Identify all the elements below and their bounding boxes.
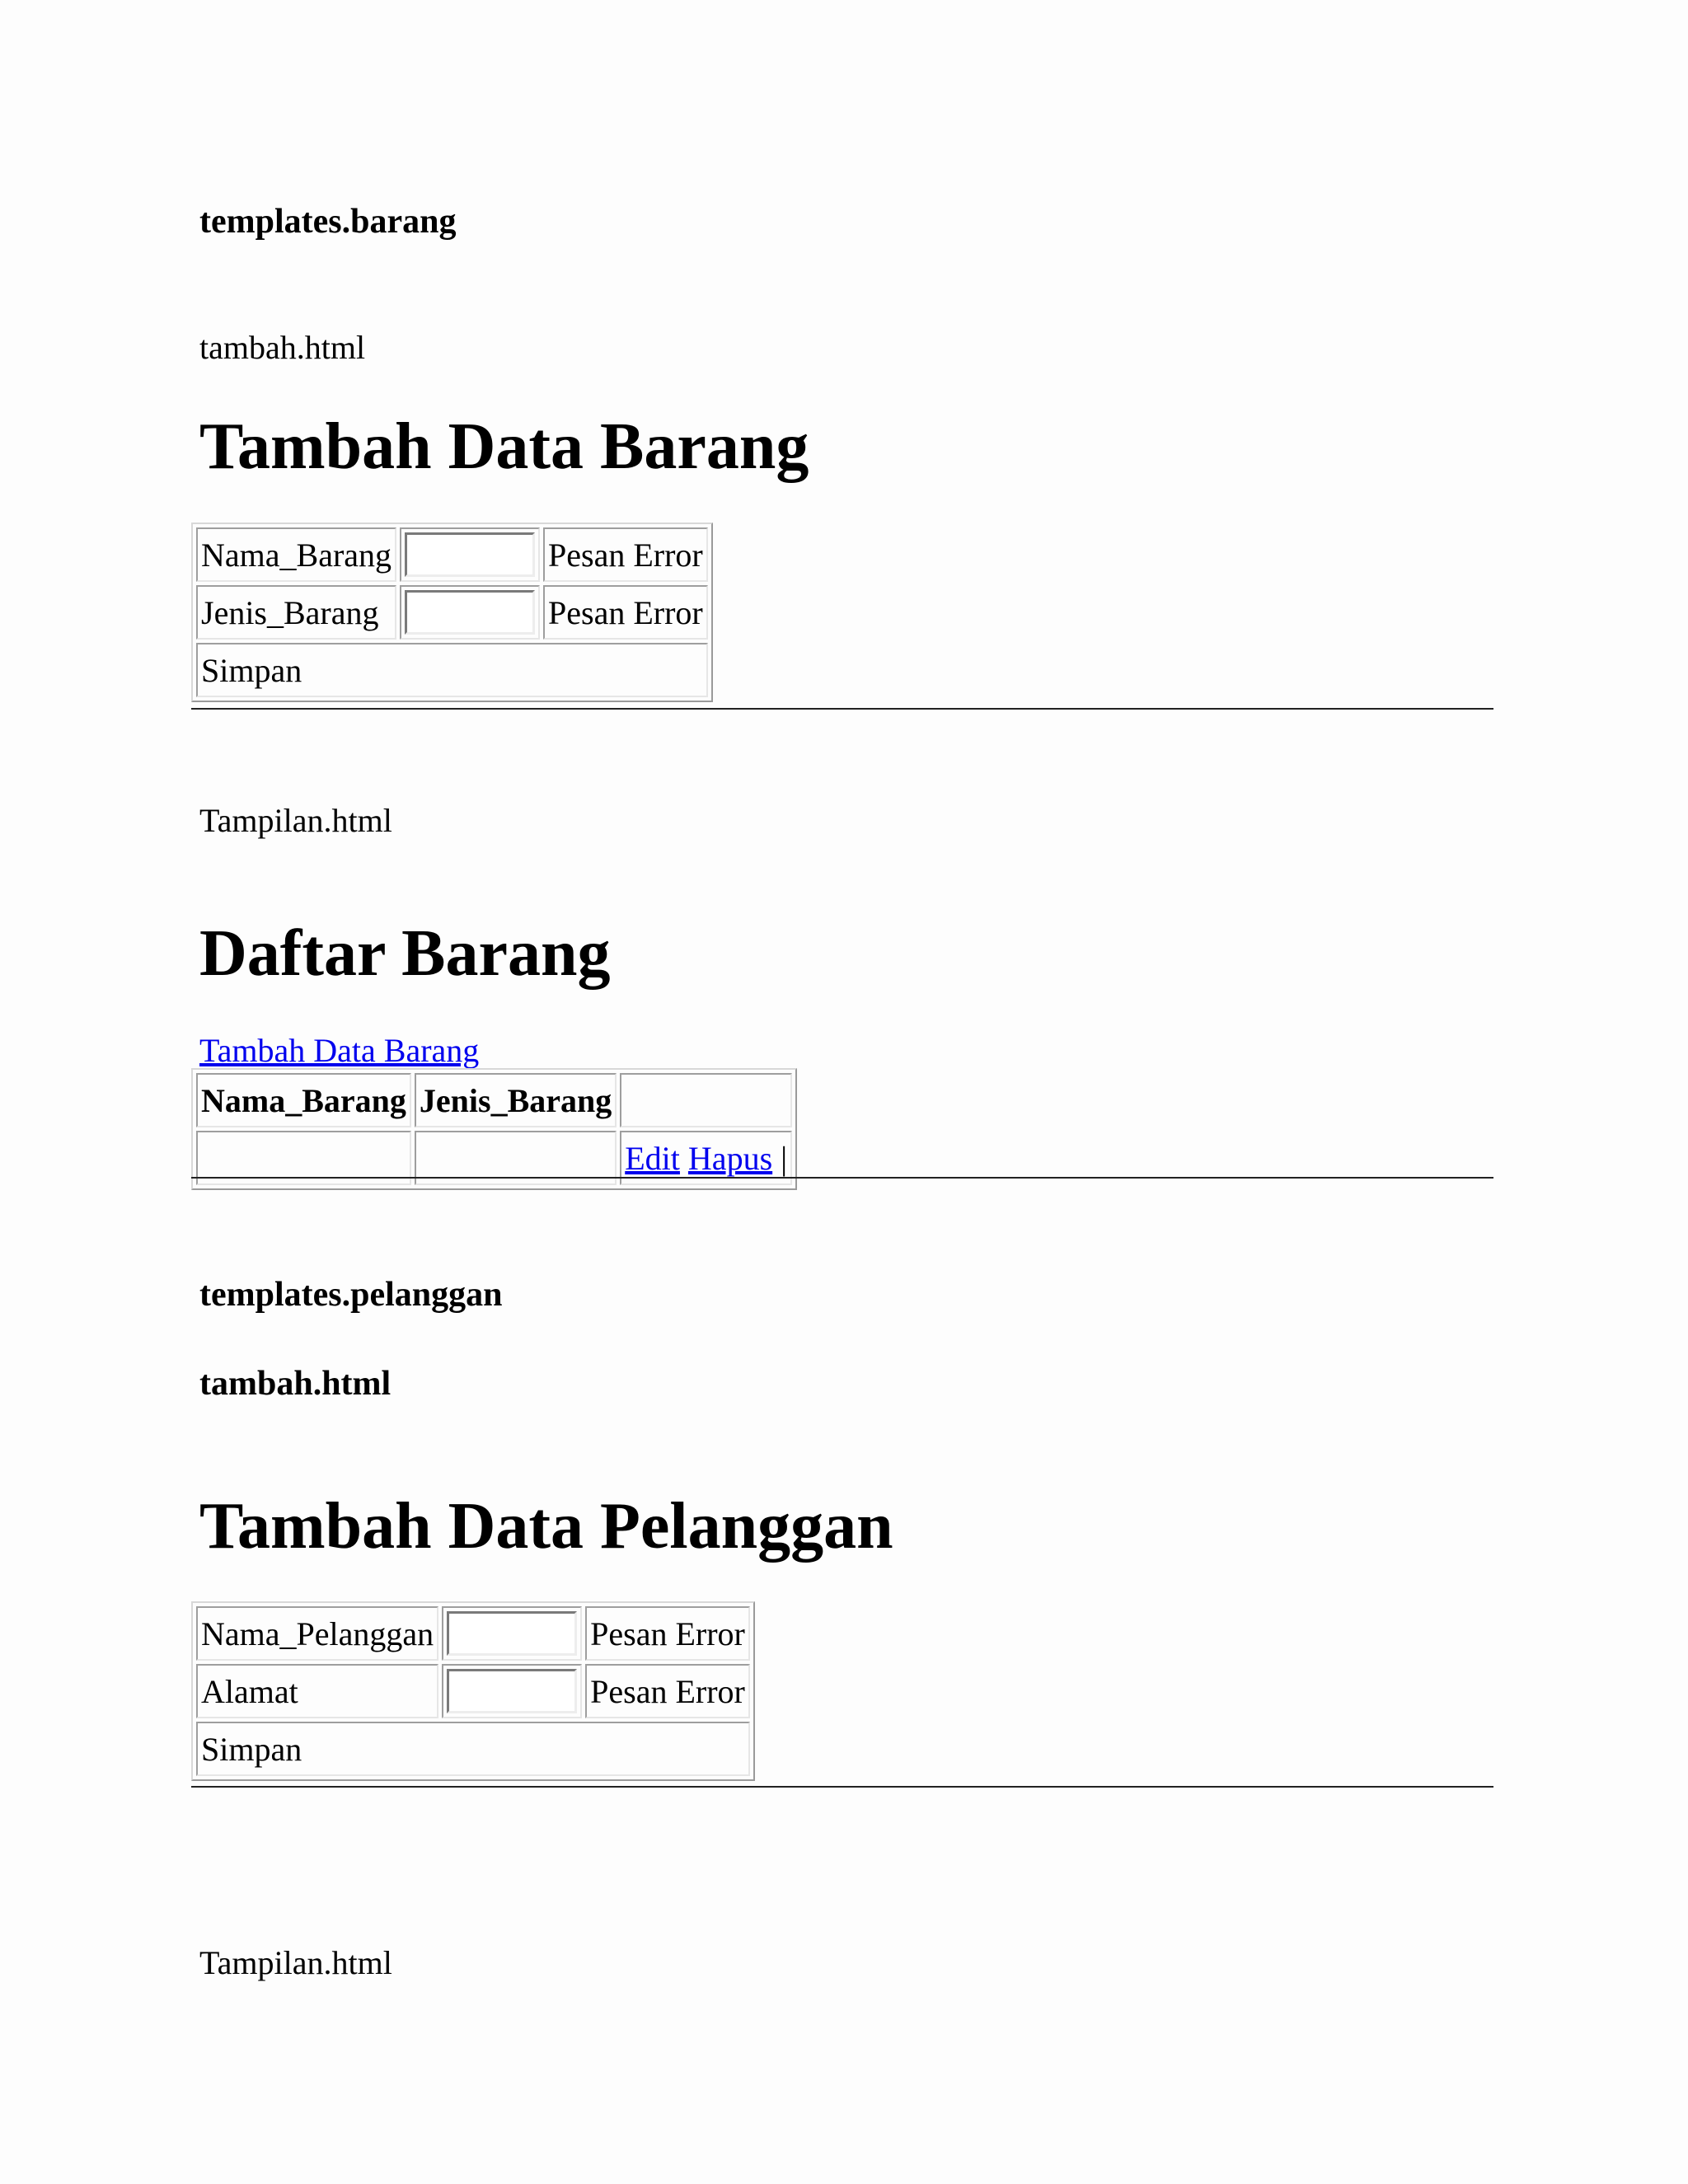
error-message: Pesan Error	[585, 1664, 750, 1718]
error-message: Pesan Error	[543, 585, 708, 640]
filename-barang-tambah: tambah.html	[199, 329, 366, 366]
filename-pelanggan-tampilan: Tampilan.html	[199, 1944, 392, 1981]
page-title-tambah-barang: Tambah Data Barang	[199, 410, 809, 483]
form-row	[196, 1722, 750, 1776]
error-message: Pesan Error	[585, 1606, 750, 1661]
page-title-daftar-barang: Daftar Barang	[199, 917, 611, 990]
jenis-barang-input[interactable]	[405, 590, 535, 635]
field-label: Nama_Barang	[196, 527, 396, 582]
table-daftar-barang	[191, 1068, 797, 1190]
page-title-tambah-pelanggan: Tambah Data Pelanggan	[199, 1490, 893, 1563]
divider	[191, 1786, 1493, 1788]
table-header-row	[196, 1073, 792, 1127]
form-row	[196, 1606, 750, 1661]
input-cell	[400, 585, 540, 640]
field-label: Jenis_Barang	[196, 585, 396, 640]
delete-link[interactable]: Hapus	[687, 1139, 773, 1177]
field-label: Alamat	[196, 1664, 438, 1718]
form-tambah-pelanggan	[191, 1601, 755, 1781]
form-row	[196, 585, 708, 640]
form-tambah-barang	[191, 523, 713, 702]
divider	[191, 708, 1493, 710]
input-cell	[442, 1606, 582, 1661]
input-cell	[400, 527, 540, 582]
filename-pelanggan-tambah: tambah.html	[199, 1365, 392, 1403]
add-barang-link[interactable]: Tambah Data Barang	[199, 1032, 480, 1069]
column-header	[620, 1073, 792, 1127]
column-header: Jenis_Barang	[415, 1073, 617, 1127]
nama-pelanggan-input[interactable]	[447, 1611, 577, 1656]
form-row	[196, 1664, 750, 1718]
edit-link[interactable]: Edit	[625, 1139, 680, 1177]
section-heading-barang: templates.barang	[199, 203, 457, 241]
save-button[interactable]: Simpan	[196, 1722, 750, 1776]
section-heading-pelanggan: templates.pelanggan	[199, 1276, 503, 1314]
column-header: Nama_Barang	[196, 1073, 411, 1127]
error-message: Pesan Error	[543, 527, 708, 582]
nama-barang-input[interactable]	[405, 532, 535, 577]
field-label: Nama_Pelanggan	[196, 1606, 438, 1661]
filename-barang-tampilan: Tampilan.html	[199, 802, 392, 839]
save-button[interactable]: Simpan	[196, 643, 708, 697]
divider	[191, 1177, 1493, 1179]
input-cell	[442, 1664, 582, 1718]
alamat-input[interactable]	[447, 1669, 577, 1713]
form-row	[196, 643, 708, 697]
form-row	[196, 527, 708, 582]
link-separator: |	[781, 1139, 788, 1177]
